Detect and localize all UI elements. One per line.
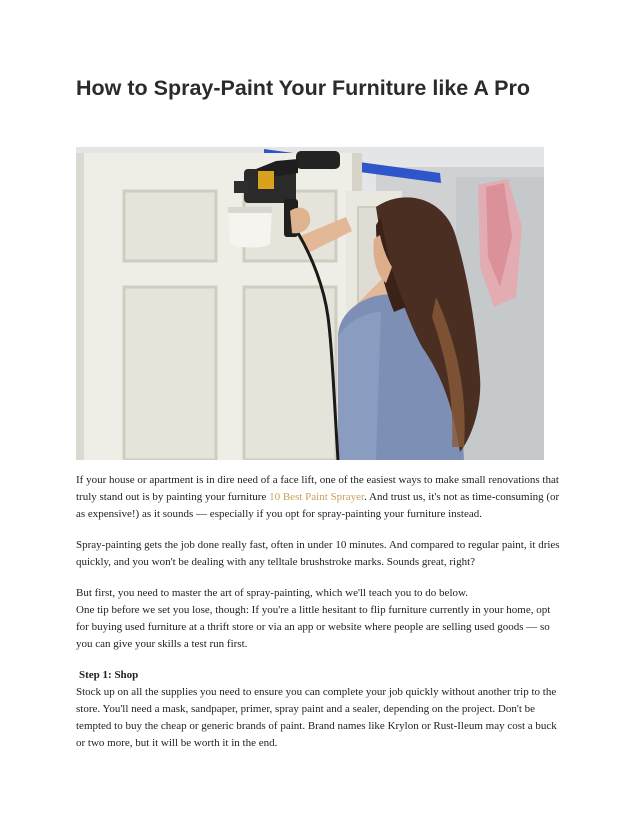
intro-text-after-link: . And trust us, it's not as time-consuming (or as expensive!) as it sounds — especially if you opt for spray-painting your furniture instead. <box>76 491 560 520</box>
tip-paragraph: One tip before we set you lose, though: If you're a little hesitant to flip furniture currently in your home, opt for buying used furniture at a thrift store or via an app or website where people are selling used goods — so you can give your skills a test run first. <box>76 604 551 650</box>
master-paragraph: But first, you need to master the art of spray-painting, which we'll teach you to do below. <box>76 587 468 599</box>
article-title: How to Spray-Paint Your Furniture like A Pro <box>76 76 530 100</box>
intro-paragraph <box>76 472 562 523</box>
intro-text-before-link: If your house or apartment is in dire need of a face lift, one of the easiest ways to make small renovations that truly stand out is by painting your furniture <box>76 474 559 503</box>
step-1-text: Stock up on all the supplies you need to ensure you can complete your job quickly without another trip to the store. You'll need a mask, sandpaper, primer, spray paint and a sealer, depending on the project. Don't be tempted to buy the cheap or generic brands of paint. Brand names like Krylon or Rust-Ileum may cost a buck or two more, but it will be worth it in the end. <box>76 686 557 749</box>
speed-paragraph: Spray-painting gets the job done really fast, often in under 10 minutes. And compared to regular paint, it dries quickly, and you won't be dealing with any telltale brushstroke marks. Sounds great, right? <box>76 539 560 568</box>
paint-sprayer-link[interactable]: 10 Best Paint Sprayer <box>269 491 365 503</box>
step-1-heading: Step 1: Shop <box>79 669 139 681</box>
spray-painting-door-image <box>76 147 544 460</box>
article-body <box>76 472 562 766</box>
hero-photo <box>76 147 544 460</box>
